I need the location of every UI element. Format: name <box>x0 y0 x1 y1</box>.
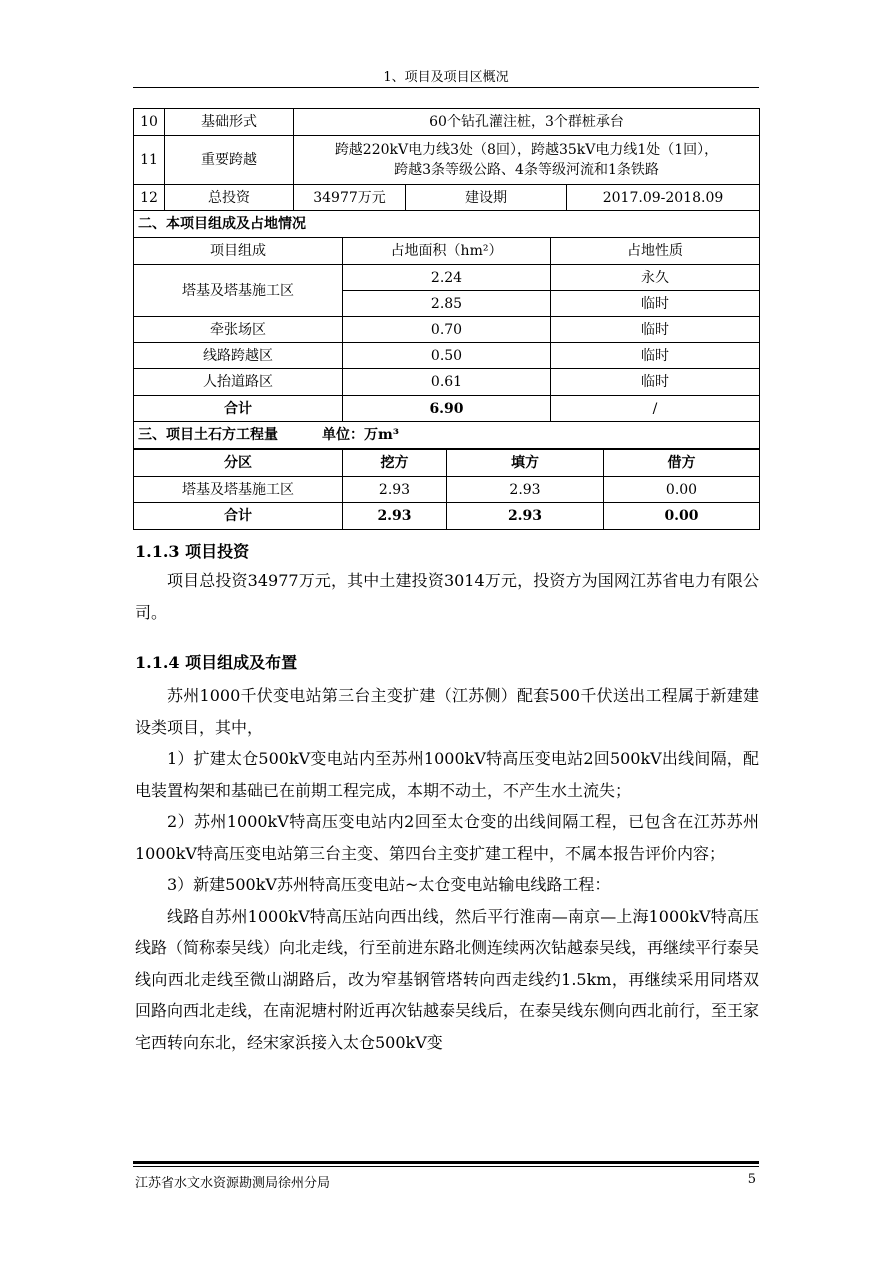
component-name: 人抬道路区 <box>134 369 343 396</box>
paragraph: 项目总投资34977万元，其中土建投资3014万元，投资方为国网江苏省电力有限公司。 <box>135 571 759 622</box>
section-title <box>134 422 760 449</box>
land-table <box>133 237 760 449</box>
nature-value: 临时 <box>551 291 760 317</box>
row-label: 建设期 <box>406 185 567 211</box>
column-header: 占地性质 <box>551 238 760 265</box>
table-row <box>134 136 760 185</box>
dig-value: 2.93 <box>343 477 447 503</box>
paragraph: 1）扩建太仓500kV变电站内至苏州1000kV特高压变电站2回500kV出线间隔，配电装置构架和基础已在前期工程完成，本期不动土，不产生水土流失； <box>135 749 759 800</box>
section-title-text: 三、项目土石方工程量 <box>138 427 278 443</box>
row-label: 总投资 <box>165 185 294 211</box>
paragraph: 线路自苏州1000kV特高压站向西出线，然后平行淮南—南京—上海1000kV特高压线路（简称泰吴线）向北走线，行至前进东路北侧连续两次钻越泰吴线，再继续平行泰吴线向西北走线至微山湖路后，改为窄基钢管塔转向西走线约1.5km，再继续采用同塔双回路向西北走线，在南泥塘村附近再次钻越泰吴线后，在泰吴线东侧向西北前行，至王家宅西转向东北，经宋家浜接入太仓500kV变 <box>135 906 760 1052</box>
table-total-row <box>134 503 760 530</box>
area-value: 2.85 <box>343 291 551 317</box>
area-value: 2.24 <box>343 265 551 291</box>
component-name: 牵张场区 <box>134 317 343 343</box>
section-heading-row <box>134 211 760 238</box>
nature-value: 永久 <box>551 265 760 291</box>
section-heading-113: 1.1.3 项目投资 <box>135 542 250 561</box>
total-label: 合计 <box>134 396 343 422</box>
component-name: 线路跨越区 <box>134 343 343 369</box>
column-header: 分区 <box>134 450 343 477</box>
total-label: 合计 <box>134 503 343 530</box>
page-header-title: 1、项目及项目区概况 <box>383 70 509 85</box>
table-row <box>134 265 760 291</box>
row-number: 11 <box>134 136 165 185</box>
table-row <box>134 343 760 369</box>
row-value: 60个钻孔灌注桩，3个群桩承台 <box>294 109 760 136</box>
zone-name: 塔基及塔基施工区 <box>134 477 343 503</box>
table-header-row <box>134 238 760 265</box>
section-heading-row <box>134 422 760 449</box>
fill-value: 2.93 <box>447 477 604 503</box>
footer-rule-thin <box>133 1166 759 1167</box>
column-header: 项目组成 <box>134 238 343 265</box>
table-row <box>134 317 760 343</box>
footer-organization: 江苏省水文水资源勘测局徐州分局 <box>135 1176 331 1191</box>
body-text-114 <box>135 680 759 1058</box>
table-row <box>134 185 760 211</box>
earthwork-table <box>133 449 760 530</box>
column-header: 借方 <box>604 450 760 477</box>
row-label: 基础形式 <box>165 109 294 136</box>
area-value: 0.70 <box>343 317 551 343</box>
table-row <box>134 369 760 396</box>
total-dig: 2.93 <box>343 503 447 530</box>
row-value <box>294 136 760 185</box>
info-table-top <box>133 108 760 238</box>
total-nature: / <box>551 396 760 422</box>
nature-value: 临时 <box>551 369 760 396</box>
paragraph: 苏州1000千伏变电站第三台主变扩建（江苏侧）配套500千伏送出工程属于新建建设类项目，其中， <box>135 686 759 737</box>
nature-value: 临时 <box>551 317 760 343</box>
section-heading-114: 1.1.4 项目组成及布置 <box>135 653 298 672</box>
paragraph: 2）苏州1000kV特高压变电站内2回至太仓变的出线间隔工程，已包含在江苏苏州1000kV特高压变电站第三台主变、第四台主变扩建工程中，不属本报告评价内容； <box>135 812 759 863</box>
row-value: 2017.09-2018.09 <box>567 185 760 211</box>
column-header: 挖方 <box>343 450 447 477</box>
table-row <box>134 109 760 136</box>
paragraph: 3）新建500kV苏州特高压变电站~太仓变电站输电线路工程： <box>167 875 611 894</box>
row-number: 12 <box>134 185 165 211</box>
borrow-value: 0.00 <box>604 477 760 503</box>
total-area: 6.90 <box>343 396 551 422</box>
section-title: 二、本项目组成及占地情况 <box>134 211 760 238</box>
row-number: 10 <box>134 109 165 136</box>
table-row <box>134 477 760 503</box>
component-name: 塔基及塔基施工区 <box>134 265 343 317</box>
total-fill: 2.93 <box>447 503 604 530</box>
section-unit: 单位：万m³ <box>322 427 399 443</box>
table-header-row <box>134 450 760 477</box>
row-value-line: 跨越220kV电力线3处（8回），跨越35kV电力线1处（1回）， <box>334 142 719 158</box>
footer-rule <box>133 1161 759 1164</box>
column-header: 填方 <box>447 450 604 477</box>
table-total-row <box>134 396 760 422</box>
area-value: 0.61 <box>343 369 551 396</box>
column-header: 占地面积（hm²） <box>343 238 551 265</box>
header-rule <box>133 87 759 88</box>
row-value-line: 跨越3条等级公路、4条等级河流和1条铁路 <box>394 162 659 178</box>
row-value: 34977万元 <box>294 185 406 211</box>
nature-value: 临时 <box>551 343 760 369</box>
row-label: 重要跨越 <box>165 136 294 185</box>
area-value: 0.50 <box>343 343 551 369</box>
page-number: 5 <box>747 1172 756 1187</box>
paragraph-113 <box>135 565 759 628</box>
total-borrow: 0.00 <box>604 503 760 530</box>
